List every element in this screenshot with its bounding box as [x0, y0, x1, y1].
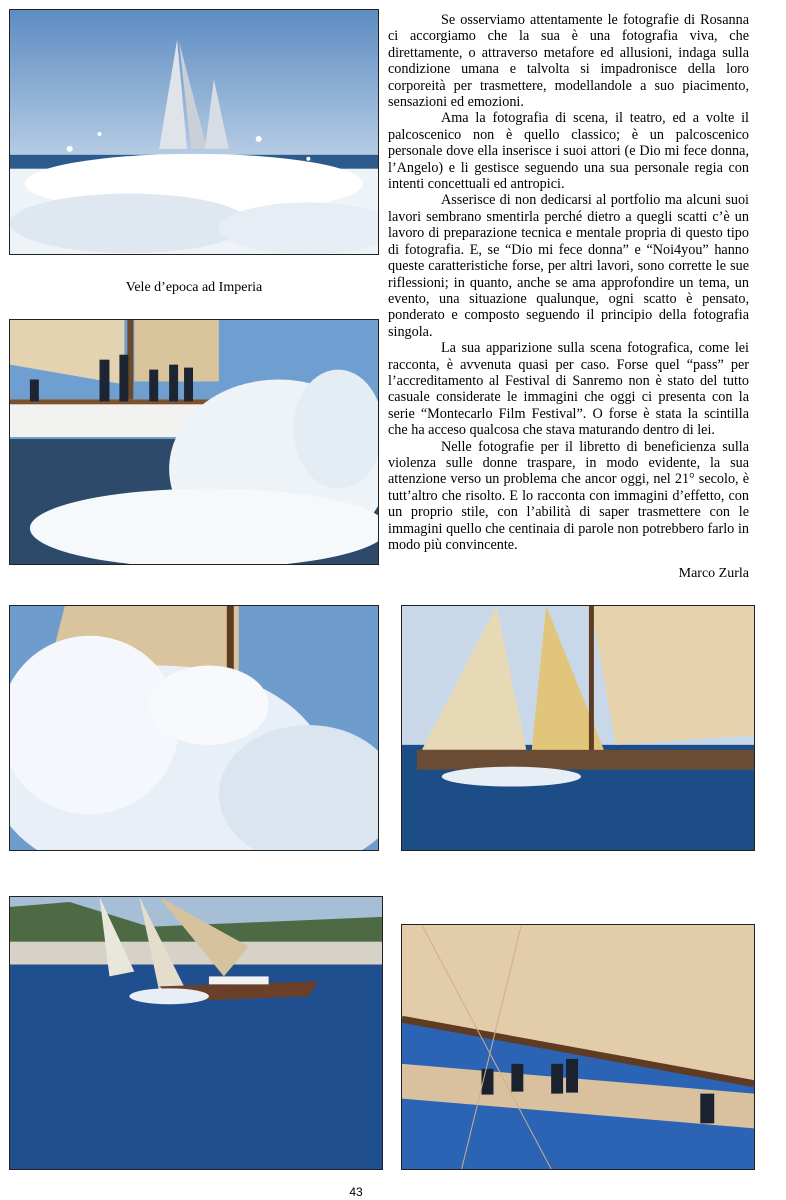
article-author: Marco Zurla — [678, 566, 749, 581]
article-paragraph: Se osserviamo attentamente le fotografie di Rosanna ci accorgiamo che la sua è una fotografia viva, che direttamente, o attraverso metafore ed allusioni, indaga sulla condizione umana e talvolta si impadronisce della loro corporeità per trasmettere, modellandole a suo piacimento, sensazioni ed emozioni. — [388, 12, 749, 111]
photo-deck-closeup — [401, 924, 755, 1170]
article-paragraph: Nelle fotografie per il libretto di beneficienza sulla violenza sulle donne traspare, in modo evidente, la sua attenzione verso un problema che ancor oggi, nel 21° secolo, è tutt’altro che risolto. E lo racconta con immagini d’effetto, con un proprio stile, con l’abilità di saper trasmettere con le immagini quello che centinaia di parole non potrebbero farlo in modo più convincente. — [388, 438, 749, 553]
photo-two-schooners — [401, 605, 755, 851]
article-paragraph: La sua apparizione sulla scena fotografica, come lei racconta, è avvenuta quasi per caso. Forse quel “pass” per l’accreditamento al Festival di Sanremo non è stato del tutto casuale considerate le immagini che oggi ci presenta con la serie “Montecarlo Film Festival”. O forse è stata la scintilla che ha acceso qualcosa che stava maturando dentro di lei. — [388, 340, 749, 439]
photo-caption: Vele d’epoca ad Imperia — [125, 280, 263, 295]
photo-spray-sail — [9, 605, 379, 851]
article-paragraph: Asserisce di non dedicarsi al portfolio ma alcuni suoi lavori sembrano smentirla perché dietro a quegli scatti c’è un lavoro di preparazione tecnica e mentale propria di questo tipo di fotografia. E, se “Dio mi fece donna” e “Noi4you” hanno queste caratteristiche forse, per altri lavori, sono corrette le sue riflessioni; in quanto, anche se ama approfondire un tema, un evento, una situazione qualunque, ogni scatto è pensato, ponderato e composto seguendo il principio della fotografia singola. — [388, 192, 749, 340]
photo-sails-splash — [9, 9, 379, 255]
photo-boat-crew-wave — [9, 319, 379, 565]
article-paragraph: Ama la fotografia di scena, il teatro, ed a volte il palcoscenico non è quello classico; è un palcoscenico personale dove ella inserisce i suoi attori (e Dio mi fece donna, l’Angelo) e li gestisce seguendo una sua personale regia con intenti concettuali ed antropici. — [388, 110, 749, 193]
page-number: 43 — [349, 1185, 363, 1199]
article-body — [388, 12, 749, 553]
photo-boat-coast — [9, 896, 383, 1170]
